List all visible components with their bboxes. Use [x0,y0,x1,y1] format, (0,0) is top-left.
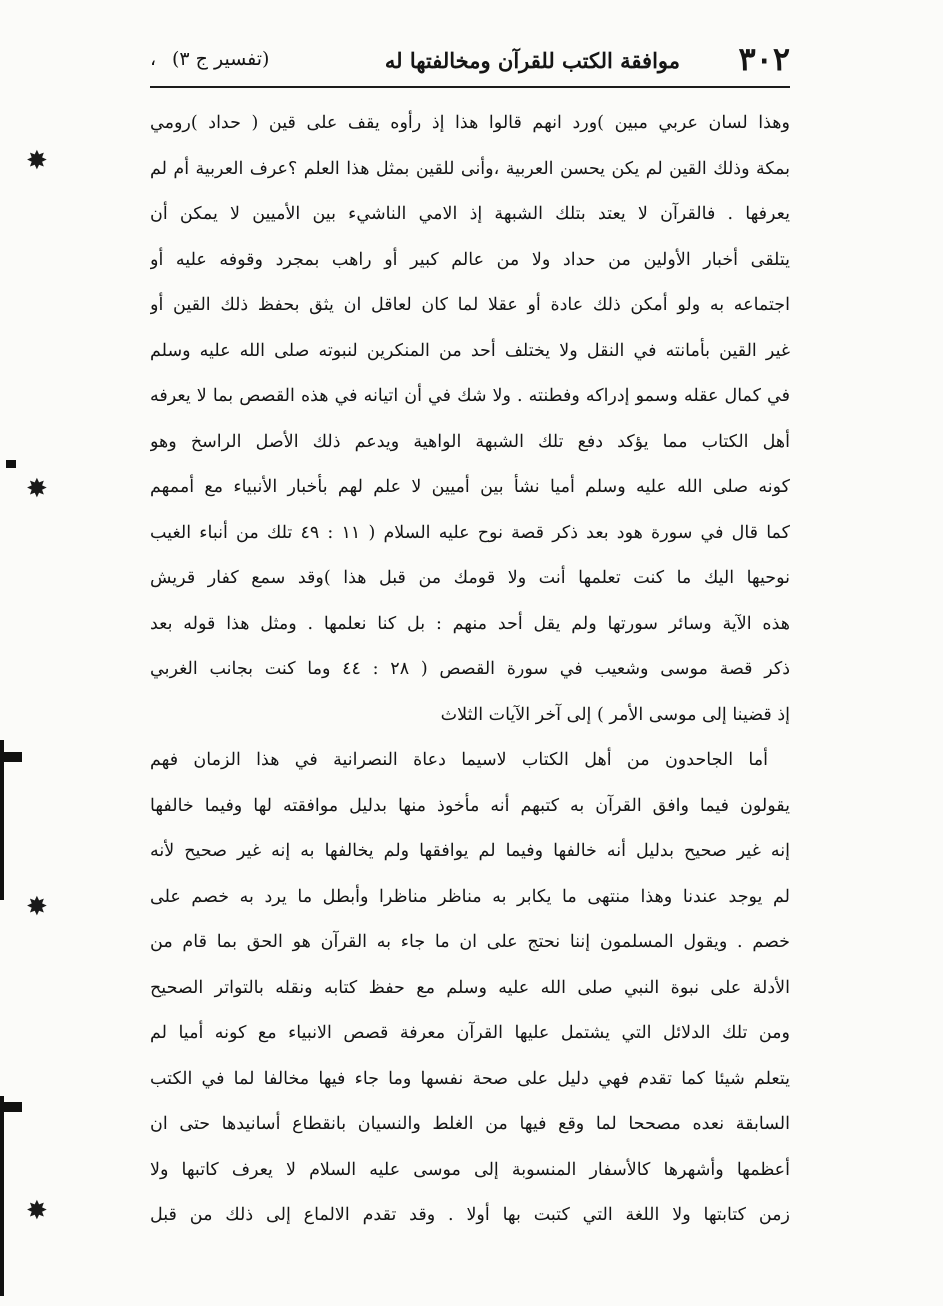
text-line: كما قال في سورة هود بعد ذكر قصة نوح عليه السلام ( ١١ : ٤٩ تلك من أنباء الغيب [150,522,790,543]
edge-speck [6,460,16,468]
binding-hole-mark: ✸ [26,1196,48,1226]
text-line: يعرفها . فالقرآن لا يعتد بتلك الشبهة إذ الامي الناشيء بين الأميين لا يمكن أن [150,204,790,224]
body-text [150,101,790,1239]
text-line: كونه صلى الله عليه وسلم أميا نشأ بين أميين لا علم لهم بأخبار الأنبياء مع أممهم [150,477,790,497]
text-line: لم يوجد عندنا وهذا منتهى ما يكابر به مناظر مناظرا وأبطل ما يرد به خصم على [150,886,790,907]
section-tag: (تفسير ج ٣) [172,48,270,70]
page-number: ٣٠٢ [738,40,790,78]
header-rule [150,86,790,88]
text-line: خصم . ويقول المسلمون إننا نحتج على ان ما جاء به القرآن هو الحق بما قام من [150,932,790,952]
text-line: يتعلم شيئا كما تقدم فهي دليل على صحة نفسها وما جاء فيها مخالفا لما في الكتب [150,1068,790,1089]
text-line: هذه الآية وسائر سورتها ولم يقل أحد منهم : بل كنا نعلمها . ومثل هذا قوله بعد [150,613,790,634]
text-line: وهذا لسان عربي مبين )ورد انهم قالوا هذا إذ رأوه يقف على قين ( حداد )رومي [150,113,790,133]
text-line: بمكة وذلك القين لم يكن يحسن العربية ،وأنى للقين بمثل هذا العلم ؟عرف العربية أم لم [150,158,790,179]
header-mark: ، [150,48,157,70]
text-line: الأدلة على نبوة النبي صلى الله عليه وسلم مع حفظ كتابه ونقله بالتواتر الصحيح [150,977,790,998]
text-line: غير القين بأمانته في النقل ولا يختلف أحد من المنكرين لنبوته صلى الله عليه وسلم [150,340,790,361]
text-line: ومن تلك الدلائل التي يشتمل عليها القرآن معرفة قصص الانبياء مع كونه أميا لم [150,1023,790,1043]
binding-hole-mark: ✸ [26,892,48,922]
text-line: يقولون فيما وافق القرآن به كتبهم أنه مأخوذ منها بدليل موافقته لها وفيما خالفها [150,795,790,816]
edge-shadow [0,1096,4,1296]
text-line: السابقة نعده مصححا لما وقع فيها من الغلط والنسيان بانقطاع أسانيدها حتى ان [150,1114,790,1134]
text-line: أهل الكتاب مما يؤكد دفع تلك الشبهة الواهية ويدعم ذلك الأصل الراسخ وهو [150,431,790,452]
paragraph-start-line: أما الجاحدون من أهل الكتاب لاسيما دعاة النصرانية في هذا الزمان فهم [150,750,768,770]
text-line: يتلقى أخبار الأولين من حداد ولا من عالم كبير أو راهب بمجرد وقوفه عليه أو [150,249,790,270]
text-line: إذ قضينا إلى موسى الأمر ) إلى آخر الآيات الثلاث [440,704,790,725]
binding-hole-mark: ✸ [26,146,48,176]
binding-hole-mark: ✸ [26,474,48,504]
edge-shadow [0,740,4,900]
text-line: اجتماعه به ولو أمكن ذلك عادة أو عقلا لما كان لعاقل ان يثق بحفظ ذلك القين أو [150,295,790,315]
text-line: في كمال عقله وسمو إدراكه وفطنته . ولا شك في أن اتيانه في هذه القصص بما لا يعرفه [150,386,790,406]
page-header [150,40,790,78]
text-line: ذكر قصة موسى وشعيب في سورة القصص ( ٢٨ : ٤٤ وما كنت بجانب الغربي [150,659,790,679]
text-line: نوحيها اليك ما كنت تعلمها أنت ولا قومك من قبل هذا )وقد سمع كفار قريش [150,568,790,588]
text-line: أعظمها وأشهرها كالأسفار المنسوبة إلى موسى عليه السلام لا يعرف كاتبها ولا [150,1159,790,1180]
running-title: موافقة الكتب للقرآن ومخالفتها له [384,48,680,73]
text-line: زمن كتابتها ولا اللغة التي كتبت بها أولا . وقد تقدم الالماع إلى ذلك من قبل [150,1205,790,1225]
text-line: إنه غير صحيح بدليل أنه خالفها وفيما لم يوافقها ولم يخالفها به إنه غير صحيح لأنه [150,841,790,861]
